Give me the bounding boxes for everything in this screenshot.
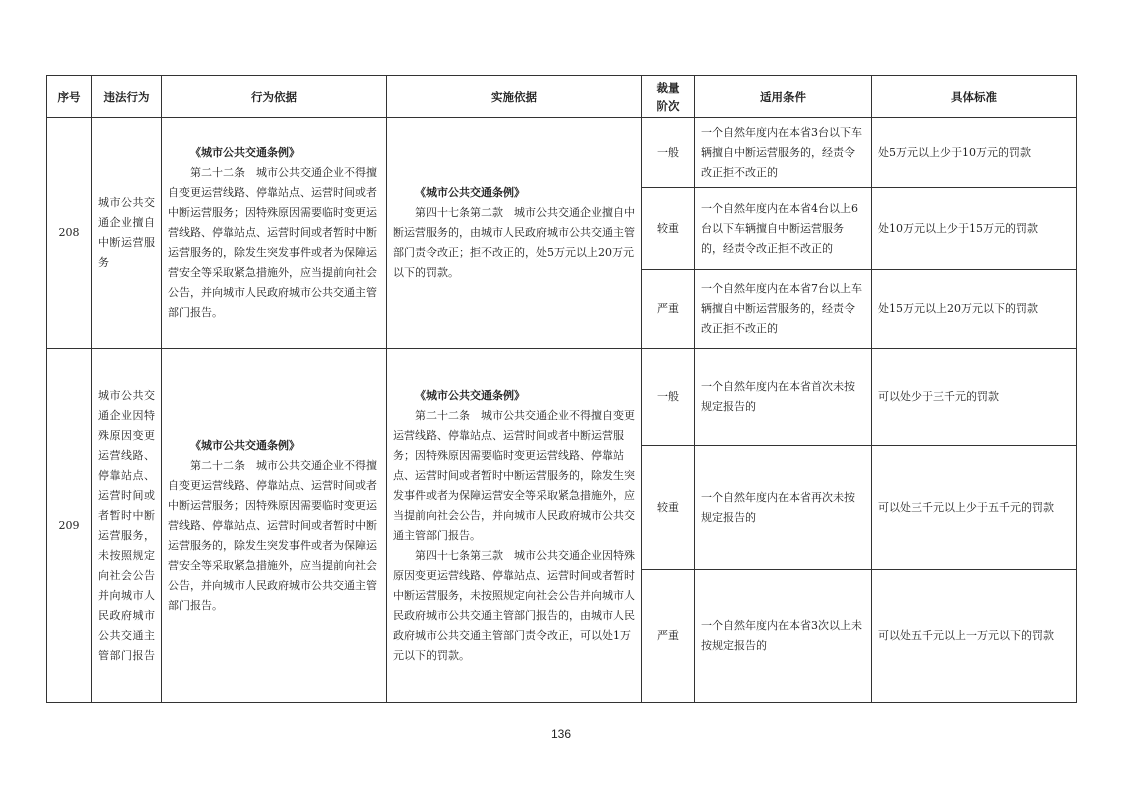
row-208-condition-1: 一个自然年度内在本省3台以下车辆擅自中断运营服务的，经责令改正拒不改正的 <box>695 118 872 188</box>
row-209-basis-text: 第二十二条 城市公共交通企业不得擅自变更运营线路、停靠站点、运营时间或者中断运营服务；因特殊原因需要临时变更运营线路、停靠站点、运营时间或者暂时中断运营服务的，除发生突发事件或者为保障运营安全等采取紧急措施外，应当提前向社会公告，并向城市人民政府城市公共交通主管部门报告。 <box>168 458 377 612</box>
row-209-level-1: 一般 <box>642 349 695 446</box>
row-208-basis-title: 《城市公共交通条例》 <box>190 146 300 159</box>
header-level: 裁量阶次 <box>642 76 695 118</box>
row-209-condition-3: 一个自然年度内在本省3次以上未按规定报告的 <box>695 570 872 703</box>
row-209-level-3: 严重 <box>642 570 695 703</box>
row-209-impl-text: 第二十二条 城市公共交通企业不得擅自变更运营线路、停靠站点、运营时间或者中断运营服务；因特殊原因需要临时变更运营线路、停靠站点、运营时间或者暂时中断运营服务的，除发生突发事件或者为保障运营安全等采取紧急措施外，应当提前向社会公告，并向城市人民政府城市公共交通主管部门报告。 <box>393 408 635 542</box>
row-208-impl <box>387 118 642 349</box>
row-208-impl-text: 第四十七条第二款 城市公共交通企业擅自中断运营服务的，由城市人民政府城市公共交通主管部门责令改正；拒不改正的，处5万元以上20万元以下的罚款。 <box>393 206 635 279</box>
row-209-impl-title: 《城市公共交通条例》 <box>415 388 525 402</box>
row-208-basis-text: 第二十二条 城市公共交通企业不得擅自变更运营线路、停靠站点、运营时间或者中断运营服务；因特殊原因需要临时变更运营线路、停靠站点、运营时间或者暂时中断运营服务的，除发生突发事件或者为保障运营安全等采取紧急措施外，应当提前向社会公告，并向城市人民政府城市公共交通主管部门报告。 <box>168 166 377 319</box>
row-209-act: 城市公共交通企业因特殊原因变更运营线路、停靠站点、运营时间或者暂时中断运营服务，未按照规定向社会公告并向城市人民政府城市公共交通主管部门报告 <box>92 349 162 703</box>
row-208-level-2: 较重 <box>642 188 695 270</box>
table-header-row <box>47 76 1077 118</box>
header-act: 违法行为 <box>92 76 162 118</box>
row-209-standard-2: 可以处三千元以上少于五千元的罚款 <box>872 446 1077 570</box>
row-208-seq: 208 <box>47 118 92 349</box>
row-209-condition-1: 一个自然年度内在本省首次未按规定报告的 <box>695 349 872 446</box>
header-condition: 适用条件 <box>695 76 872 118</box>
row-208-standard-3: 处15万元以上20万元以下的罚款 <box>872 270 1077 349</box>
table-row <box>47 118 1077 188</box>
row-209-condition-2: 一个自然年度内在本省再次未按规定报告的 <box>695 446 872 570</box>
row-209-standard-3: 可以处五千元以上一万元以下的罚款 <box>872 570 1077 703</box>
header-impl: 实施依据 <box>387 76 642 118</box>
row-209-impl <box>387 349 642 703</box>
row-208-basis <box>162 118 387 349</box>
row-209-impl-text-2: 第四十七条第三款 城市公共交通企业因特殊原因变更运营线路、停靠站点、运营时间或者暂时中断运营服务，未按照规定向社会公告并向城市人民政府城市公共交通主管部门报告的，由城市人民政府城市公共交通主管部门责令改正，可以处1万元以下的罚款。 <box>393 548 635 662</box>
header-seq: 序号 <box>47 76 92 118</box>
table-row <box>47 349 1077 446</box>
page-number: 136 <box>550 727 572 741</box>
penalty-table <box>46 75 1077 703</box>
header-basis: 行为依据 <box>162 76 387 118</box>
row-208-level-3: 严重 <box>642 270 695 349</box>
row-208-impl-title: 《城市公共交通条例》 <box>415 186 525 199</box>
row-208-standard-1: 处5万元以上少于10万元的罚款 <box>872 118 1077 188</box>
row-208-standard-2: 处10万元以上少于15万元的罚款 <box>872 188 1077 270</box>
row-209-level-2: 较重 <box>642 446 695 570</box>
row-209-basis-title: 《城市公共交通条例》 <box>190 438 300 452</box>
row-208-condition-2: 一个自然年度内在本省4台以上6台以下车辆擅自中断运营服务的，经责令改正拒不改正的 <box>695 188 872 270</box>
row-208-act: 城市公共交通企业擅自中断运营服务 <box>92 118 162 349</box>
row-209-basis <box>162 349 387 703</box>
row-208-condition-3: 一个自然年度内在本省7台以上车辆擅自中断运营服务的，经责令改正拒不改正的 <box>695 270 872 349</box>
row-209-seq: 209 <box>47 349 92 703</box>
row-209-standard-1: 可以处少于三千元的罚款 <box>872 349 1077 446</box>
header-standard: 具体标准 <box>872 76 1077 118</box>
row-208-level-1: 一般 <box>642 118 695 188</box>
